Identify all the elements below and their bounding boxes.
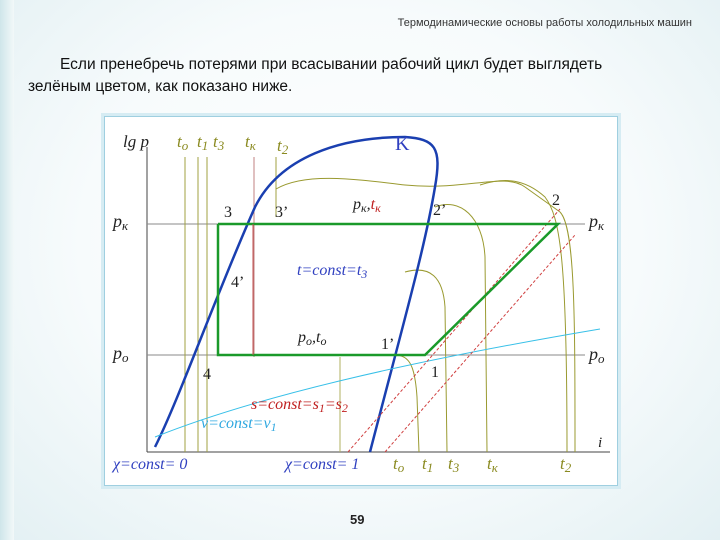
isotherm-t3-vapour	[435, 204, 487, 452]
point-3-label: 3	[224, 204, 232, 221]
s-const-label: s=const=s1=s2	[251, 396, 348, 415]
isotherm-t0-vapour	[395, 355, 419, 452]
point-3prime-label: 3’	[275, 204, 289, 221]
bottom-label-t3: t3	[448, 454, 460, 475]
diagram-svg	[105, 117, 617, 485]
bottom-label-t2: t2	[560, 454, 572, 475]
lgp-i-diagram	[104, 116, 618, 486]
point-4-label: 4	[203, 366, 211, 383]
point-1prime-label: 1’	[381, 336, 395, 353]
top-label-t1: t1	[197, 132, 209, 153]
bottom-label-t0: tо	[393, 454, 405, 475]
page-number: 59	[350, 512, 365, 527]
chi-1-label: χ=const= 1	[285, 456, 360, 473]
top-label-tk: tк	[245, 132, 256, 153]
p0-left-label: pо	[113, 343, 129, 365]
point-2-label: 2	[552, 192, 560, 209]
top-label-t0: tо	[177, 132, 189, 153]
v-const-label: v=const=v1	[201, 415, 277, 434]
t-const-label: t=const=t3	[297, 262, 368, 281]
intro-line-1: Если пренебречь потерями при всасывании рабочий цикл будет выглядеть	[60, 56, 603, 73]
point-2prime-label: 2’	[433, 202, 447, 219]
bottom-label-tk: tк	[487, 454, 498, 475]
chi-0-label: χ=const= 0	[113, 456, 188, 473]
top-label-t3: t3	[213, 132, 225, 153]
point-1-label: 1	[431, 364, 439, 381]
intro-line-2: зелёным цветом, как показано ниже.	[28, 78, 293, 95]
bottom-label-t1: t1	[422, 454, 434, 475]
intro-text	[28, 54, 698, 98]
left-frame-band	[0, 0, 14, 540]
axis-x-label: i	[598, 435, 603, 451]
point-4prime-label: 4’	[231, 274, 245, 291]
pk-right-label: pк	[589, 211, 605, 233]
axis-y-label: lg p	[123, 132, 149, 151]
p0-right-label: pо	[589, 344, 605, 366]
critical-point-label: K	[395, 133, 410, 155]
top-label-t2: t2	[277, 136, 289, 157]
pk-left-label: pк	[113, 211, 129, 233]
s-const-line-b	[385, 235, 575, 452]
isotherm-tk-vapour	[480, 181, 567, 452]
pk-tk-label: pк,tк	[353, 196, 381, 215]
slide-header: Термодинамические основы работы холодильных машин	[397, 17, 692, 29]
p0-t0-label: pо,tо	[298, 329, 327, 348]
